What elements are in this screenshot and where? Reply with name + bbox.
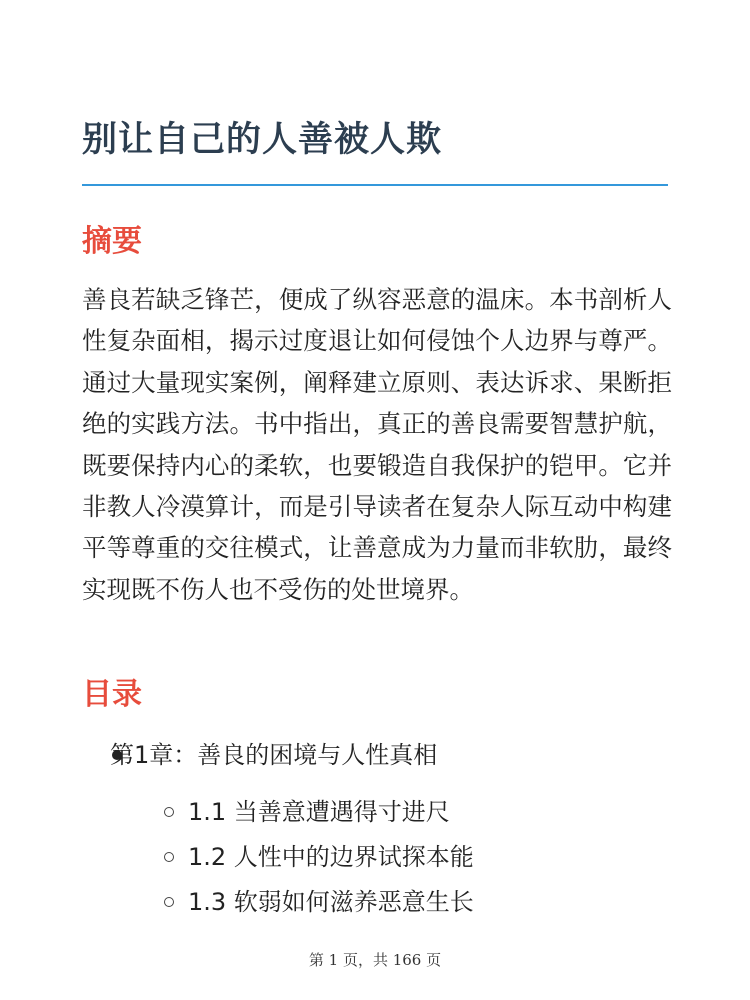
toc-section-item: 1.2 人性中的边界试探本能	[188, 843, 474, 871]
abstract-heading: 摘要	[82, 224, 142, 259]
toc-heading: 目录	[82, 677, 142, 712]
document-title: 别让自己的人善被人欺	[82, 120, 443, 160]
toc-section-bullet-icon	[164, 897, 174, 907]
abstract-paragraph: 善良若缺乏锋芒，便成了纵容恶意的温床。本书剖析人性复杂面相，揭示过度退让如何侵蚀个人边界与尊严。通过大量现实案例，阐释建立原则、表达诉求、果断拒绝的实践方法。书中指出，真正的善良需要智慧护航，既要保持内心的柔软，也要锻造自我保护的铠甲。它并非教人冷漠算计，而是引导读者在复杂人际互动中构建平等尊重的交往模式，让善意成为力量而非软肋，最终实现既不伤人也不受伤的处世境界。	[82, 285, 672, 604]
page-footer: 第 1 页，共 166 页	[308, 951, 442, 969]
toc-section-bullet-icon	[164, 807, 174, 817]
toc-section-bullet-icon	[164, 852, 174, 862]
title-divider	[82, 184, 668, 186]
toc-chapter-item: 第1章：善良的困境与人性真相	[110, 741, 438, 769]
toc-section-item: 1.1 当善意遭遇得寸进尺	[188, 798, 450, 826]
toc-section-item: 1.3 软弱如何滋养恶意生长	[188, 888, 474, 916]
